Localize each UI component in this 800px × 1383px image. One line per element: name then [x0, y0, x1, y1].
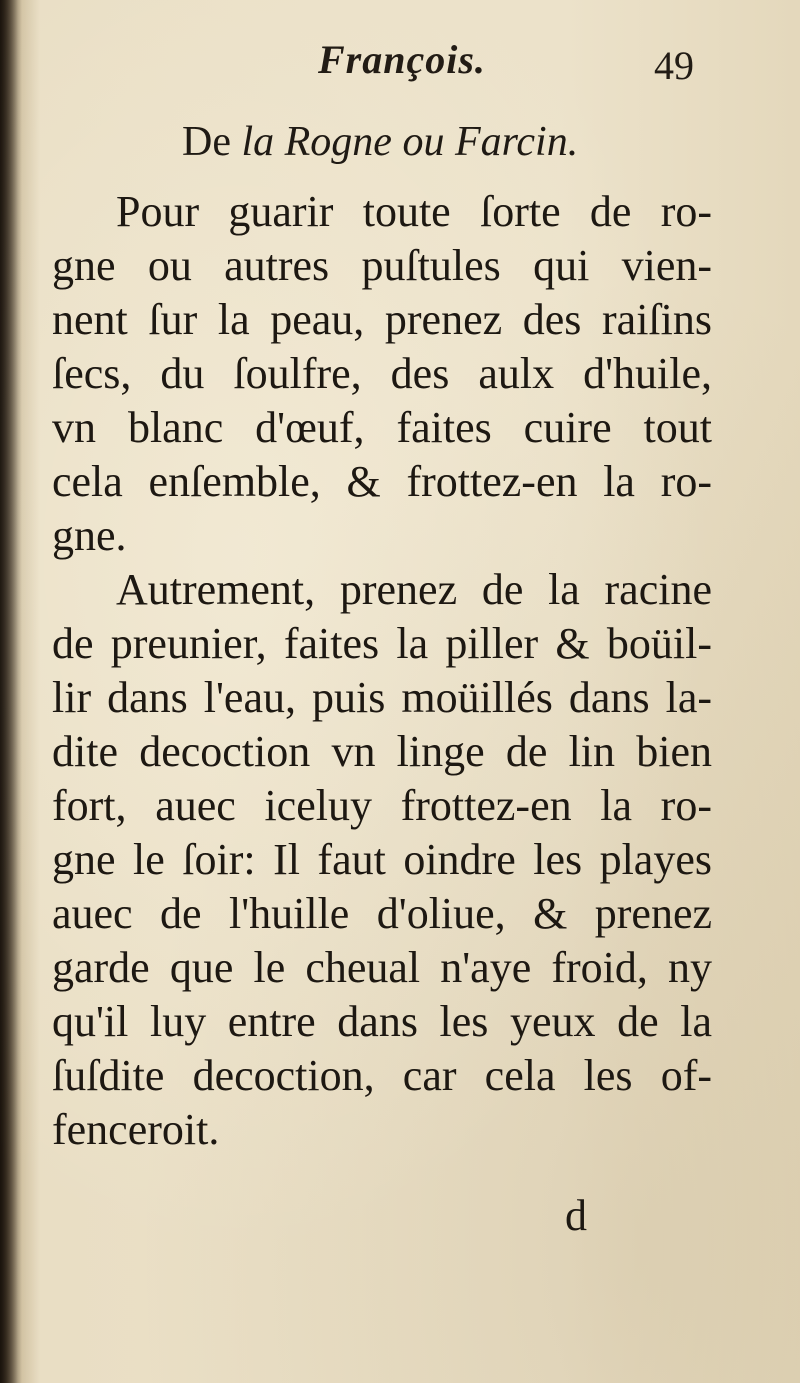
heading-prefix: De: [182, 119, 242, 165]
paragraph-2-line: Autrement, prenez de la racine: [116, 565, 712, 614]
paragraph-1-line: vn blanc d'œuf, faites cuire tout: [52, 403, 712, 452]
paragraph-1-line: gne ou autres puſtules qui vien-: [52, 241, 712, 290]
paragraph-2-line: ſuſdite decoction, car cela les of-: [52, 1051, 712, 1100]
paragraph-2-line: fenceroit.: [52, 1105, 220, 1154]
running-title: François.: [318, 37, 486, 82]
paragraph-2-line: lir dans l'eau, puis moüillés dans la-: [52, 673, 712, 722]
paragraph-1-line: cela enſemble, & frottez-en la ro-: [52, 457, 712, 506]
heading-part-1: la: [241, 119, 285, 165]
paragraph-2-line: fort, auec iceluy frottez-en la ro-: [52, 781, 712, 830]
paragraph-2-line: qu'il luy entre dans les yeux de la: [52, 997, 712, 1046]
signature-mark: d: [565, 1191, 587, 1240]
paragraph-1-line: gne.: [52, 511, 127, 560]
paragraph-2-line: gne le ſoir: Il faut oindre les playes: [52, 835, 712, 884]
section-heading: [182, 118, 578, 166]
page-number: 49: [654, 43, 694, 88]
spine-shadow: [0, 0, 22, 1383]
paragraph-2-line: dite decoction vn linge de lin bien: [52, 727, 712, 776]
paragraph-2-line: de preunier, faites la piller & boüil-: [52, 619, 712, 668]
paragraph-2-line: garde que le cheual n'aye froid, ny: [52, 943, 712, 992]
paragraph-2-line: auec de l'huille d'oliue, & prenez: [52, 889, 712, 938]
body-text: [52, 185, 712, 1157]
heading-part-3: ou: [391, 119, 455, 165]
heading-part-4: Farcin.: [454, 119, 579, 165]
paragraph-1-line: nent ſur la peau, prenez des raiſins: [52, 295, 712, 344]
running-head: [0, 36, 800, 96]
paragraph-1-line: ſecs, du ſoulfre, des aulx d'huile,: [52, 349, 712, 398]
paragraph-1-line: Pour guarir toute ſorte de ro-: [116, 187, 712, 236]
heading-part-2: Rogne: [284, 119, 392, 165]
